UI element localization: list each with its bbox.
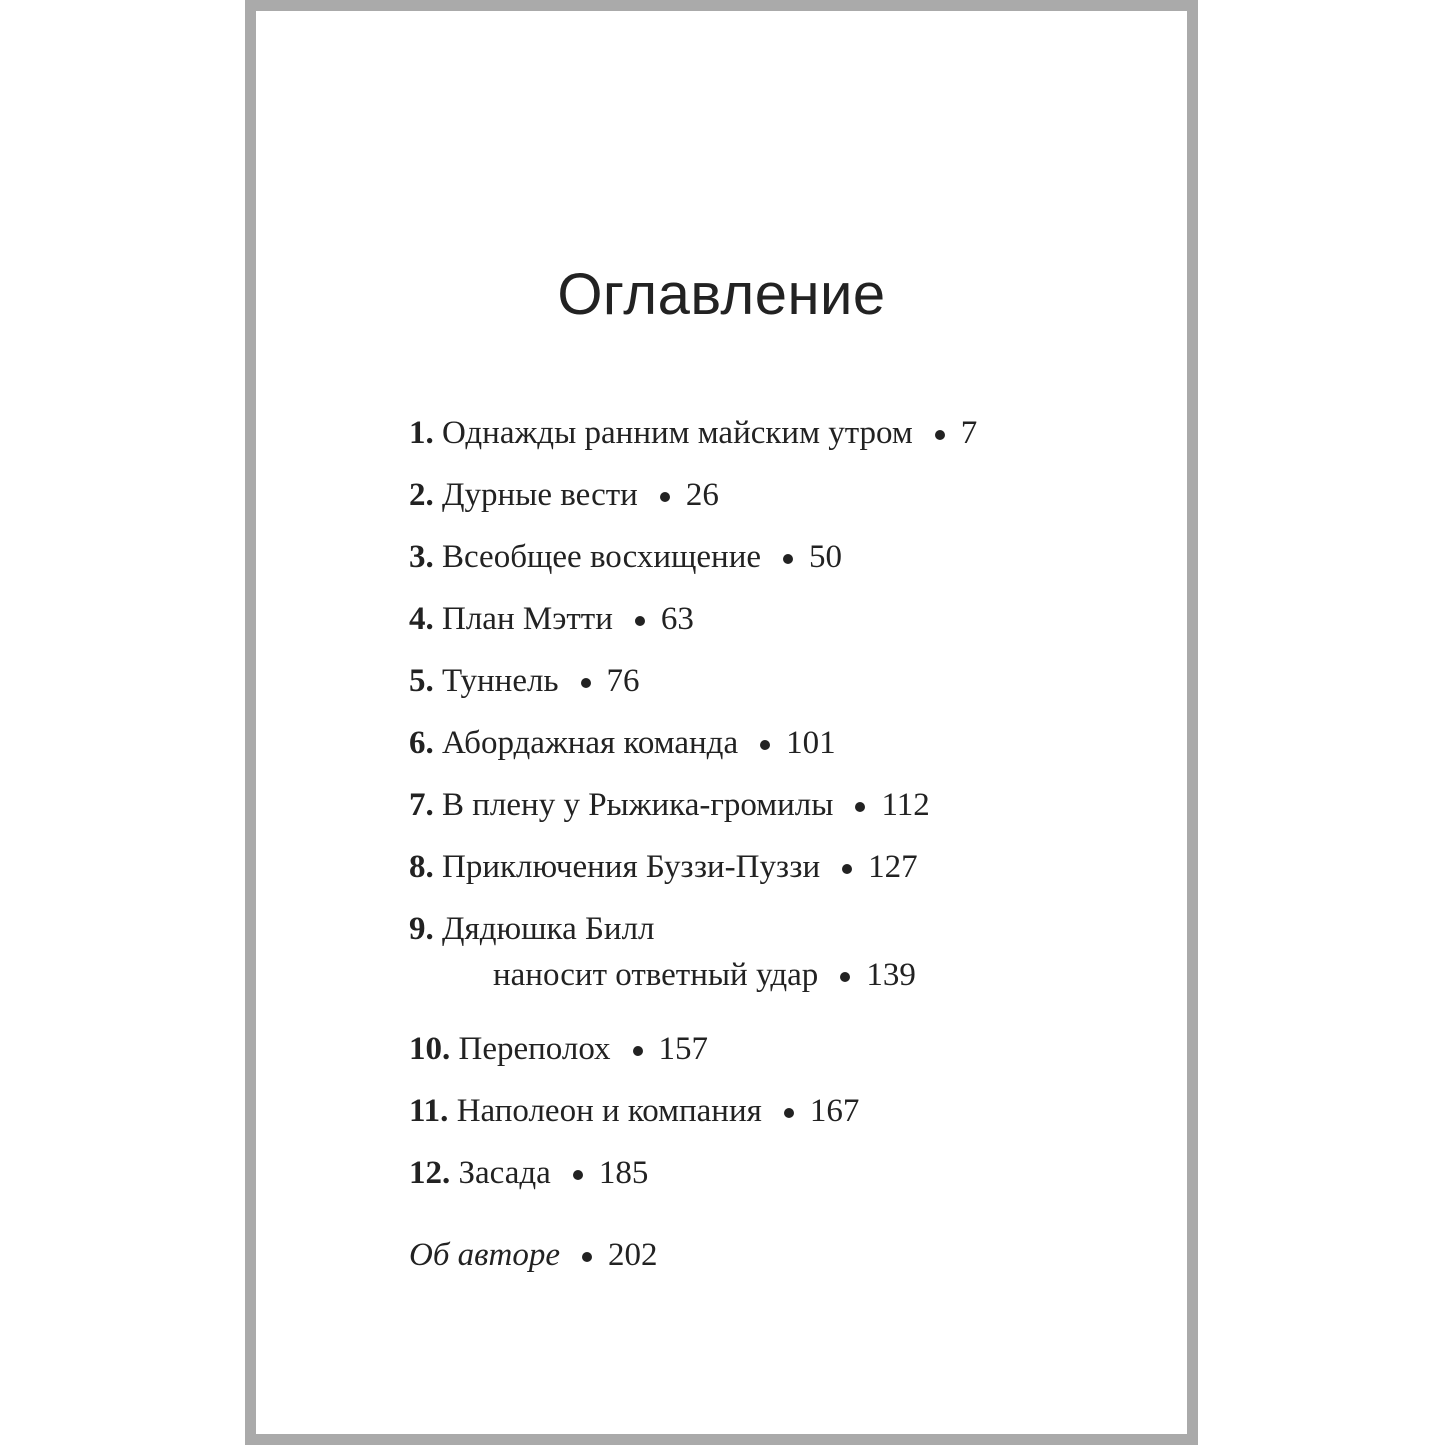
chapter-number: 10. [409,1031,451,1067]
bullet-icon [573,1170,583,1180]
toc-entry-5[interactable] [409,655,977,717]
chapter-title: Туннель [442,663,559,699]
bullet-icon [760,740,770,750]
chapter-title-line2: наносит ответный удар [493,957,819,993]
bullet-icon [840,972,850,982]
bullet-icon [935,430,945,440]
page-number: 101 [786,725,836,761]
chapter-title: Дурные вести [442,477,638,513]
bullet-icon [784,1108,794,1118]
bullet-icon [660,492,670,502]
chapter-title: Засада [458,1155,551,1191]
chapter-title: Приключения Буззи-Пуззи [442,849,821,885]
toc-entry-10[interactable] [409,1023,977,1085]
toc-entry-8[interactable] [409,841,977,903]
page-number: 185 [598,1155,649,1191]
toc-entry-about-author[interactable] [409,1229,977,1291]
toc-entry-6[interactable] [409,717,977,779]
chapter-title: Всеобщее восхищение [442,539,762,575]
chapter-number: 1. [409,415,434,451]
chapter-number: 11. [409,1093,449,1129]
table-of-contents [409,407,977,1291]
chapter-title: Однажды ранним майским утром [442,415,913,451]
page-number: 167 [809,1093,860,1129]
chapter-title-continuation [409,949,977,1001]
chapter-number: 8. [409,849,434,885]
book-page [245,0,1198,1445]
about-author-title: Об авторе [409,1237,560,1273]
toc-entry-1[interactable] [409,407,977,469]
chapter-number: 9. [409,911,434,947]
toc-entry-2[interactable] [409,469,977,531]
chapter-title: В плену у Рыжика-громилы [442,787,834,823]
chapter-number: 2. [409,477,434,513]
toc-entry-12[interactable] [409,1147,977,1209]
bullet-icon [581,678,591,688]
chapter-number: 5. [409,663,434,699]
chapter-title: Наполеон и компания [456,1093,762,1129]
toc-entry-3[interactable] [409,531,977,593]
toc-entry-7[interactable] [409,779,977,841]
page-number: 127 [868,849,918,885]
chapter-title: План Мэтти [442,601,613,637]
page-number: 76 [606,663,640,699]
page-number: 26 [685,477,719,513]
page-number: 157 [658,1031,708,1067]
chapter-number: 7. [409,787,434,823]
bullet-icon [842,864,852,874]
toc-entry-9[interactable] [409,903,977,1023]
page-number: 50 [809,539,843,575]
chapter-title: Абордажная команда [442,725,739,761]
page-title: Оглавление [557,262,886,327]
toc-entry-4[interactable] [409,593,977,655]
page-number: 63 [660,601,694,637]
chapter-number: 3. [409,539,434,575]
chapter-number: 6. [409,725,434,761]
chapter-number: 12. [409,1155,451,1191]
page-number: 7 [960,415,978,451]
bullet-icon [855,802,865,812]
chapter-title: Переполох [458,1031,611,1067]
chapter-title: Дядюшка Билл [442,911,655,947]
bullet-icon [635,616,645,626]
page-number: 202 [607,1237,658,1273]
toc-entry-11[interactable] [409,1085,977,1147]
bullet-icon [582,1252,592,1262]
bullet-icon [783,554,793,564]
page-number: 112 [881,787,930,823]
bullet-icon [633,1046,643,1056]
chapter-number: 4. [409,601,434,637]
page-number: 139 [866,957,916,993]
